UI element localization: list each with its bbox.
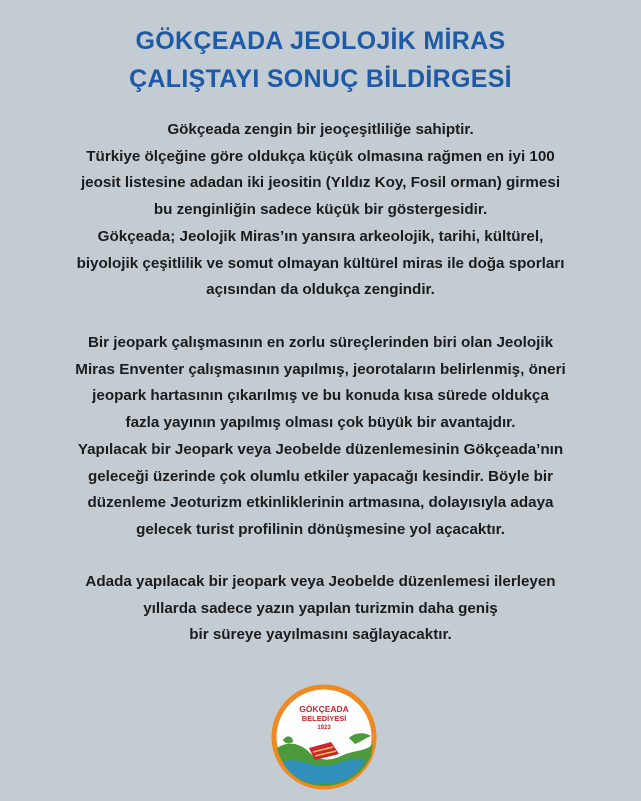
logo-name-line-2: BELEDİYESİ: [301, 714, 347, 723]
logo-year: 1923: [317, 725, 331, 731]
text-line: Yapılacak bir Jeopark veya Jeobelde düzenlemesinin Gökçeada’nın: [77, 440, 564, 458]
text-line: düzenleme Jeoturizm etkinliklerinin artmasına, dolayısıyla adaya: [87, 494, 554, 512]
text-line: fazla yayının yapılmış olması çok büyük bir avantajdır.: [125, 414, 516, 432]
title-line-2: ÇALIŞTAYI SONUÇ BİLDİRGESİ: [129, 65, 512, 93]
text-line: jeopark hartasının çıkarılmış ve bu konuda kısa sürede oldukça: [92, 387, 549, 405]
text-line: gelecek turist profilinin dönüşmesine yol açacaktır.: [136, 520, 505, 538]
paragraph-2: [0, 330, 641, 544]
text-line: yıllarda sadece yazın yapılan turizmin daha geniş: [143, 599, 498, 617]
title-line-1: GÖKÇEADA JEOLOJİK MİRAS: [135, 27, 506, 55]
text-line: biyolojik çeşitlilik ve somut olmayan kültürel miras ile doğa sporları: [76, 254, 565, 272]
text-line: Miras Enventer çalışmasının yapılmış, jeorotaların belirlenmiş, öneri: [75, 360, 566, 378]
text-line: geleceği üzerinde çok olumlu etkiler yapacağı kesindir. Böyle bir: [87, 467, 554, 485]
text-line: Bir jeopark çalışmasının en zorlu süreçlerinden biri olan Jeolojik: [87, 334, 554, 351]
text-line: Türkiye ölçeğine göre oldukça küçük olmasına rağmen en iyi 100: [86, 147, 555, 165]
text-line: Gökçeada; Jeolojik Miras’ın yansıra arkeolojik, tarihi, kültürel,: [97, 227, 544, 245]
logo-name-line-1: GÖKÇEADA: [299, 704, 349, 714]
paragraph-1: [0, 117, 641, 304]
text-line: Gökçeada zengin bir jeoçeşitliliğe sahiptir.: [167, 121, 474, 138]
text-line: bir süreye yayılmasını sağlayacaktır.: [189, 626, 452, 644]
text-line: bu zenginliğin sadece küçük bir göstergesidir.: [153, 201, 488, 219]
text-line: Adada yapılacak bir jeopark veya Jeobelde düzenlemesi ilerleyen: [85, 573, 556, 590]
text-line: jeosit listesine adadan iki jeositin (Yıldız Koy, Fosil orman) girmesi: [80, 174, 561, 192]
text-line: açısından da oldukça zengindir.: [206, 281, 435, 299]
municipality-logo: [269, 682, 379, 792]
page-title: [0, 22, 641, 98]
paragraph-3: [0, 569, 641, 649]
